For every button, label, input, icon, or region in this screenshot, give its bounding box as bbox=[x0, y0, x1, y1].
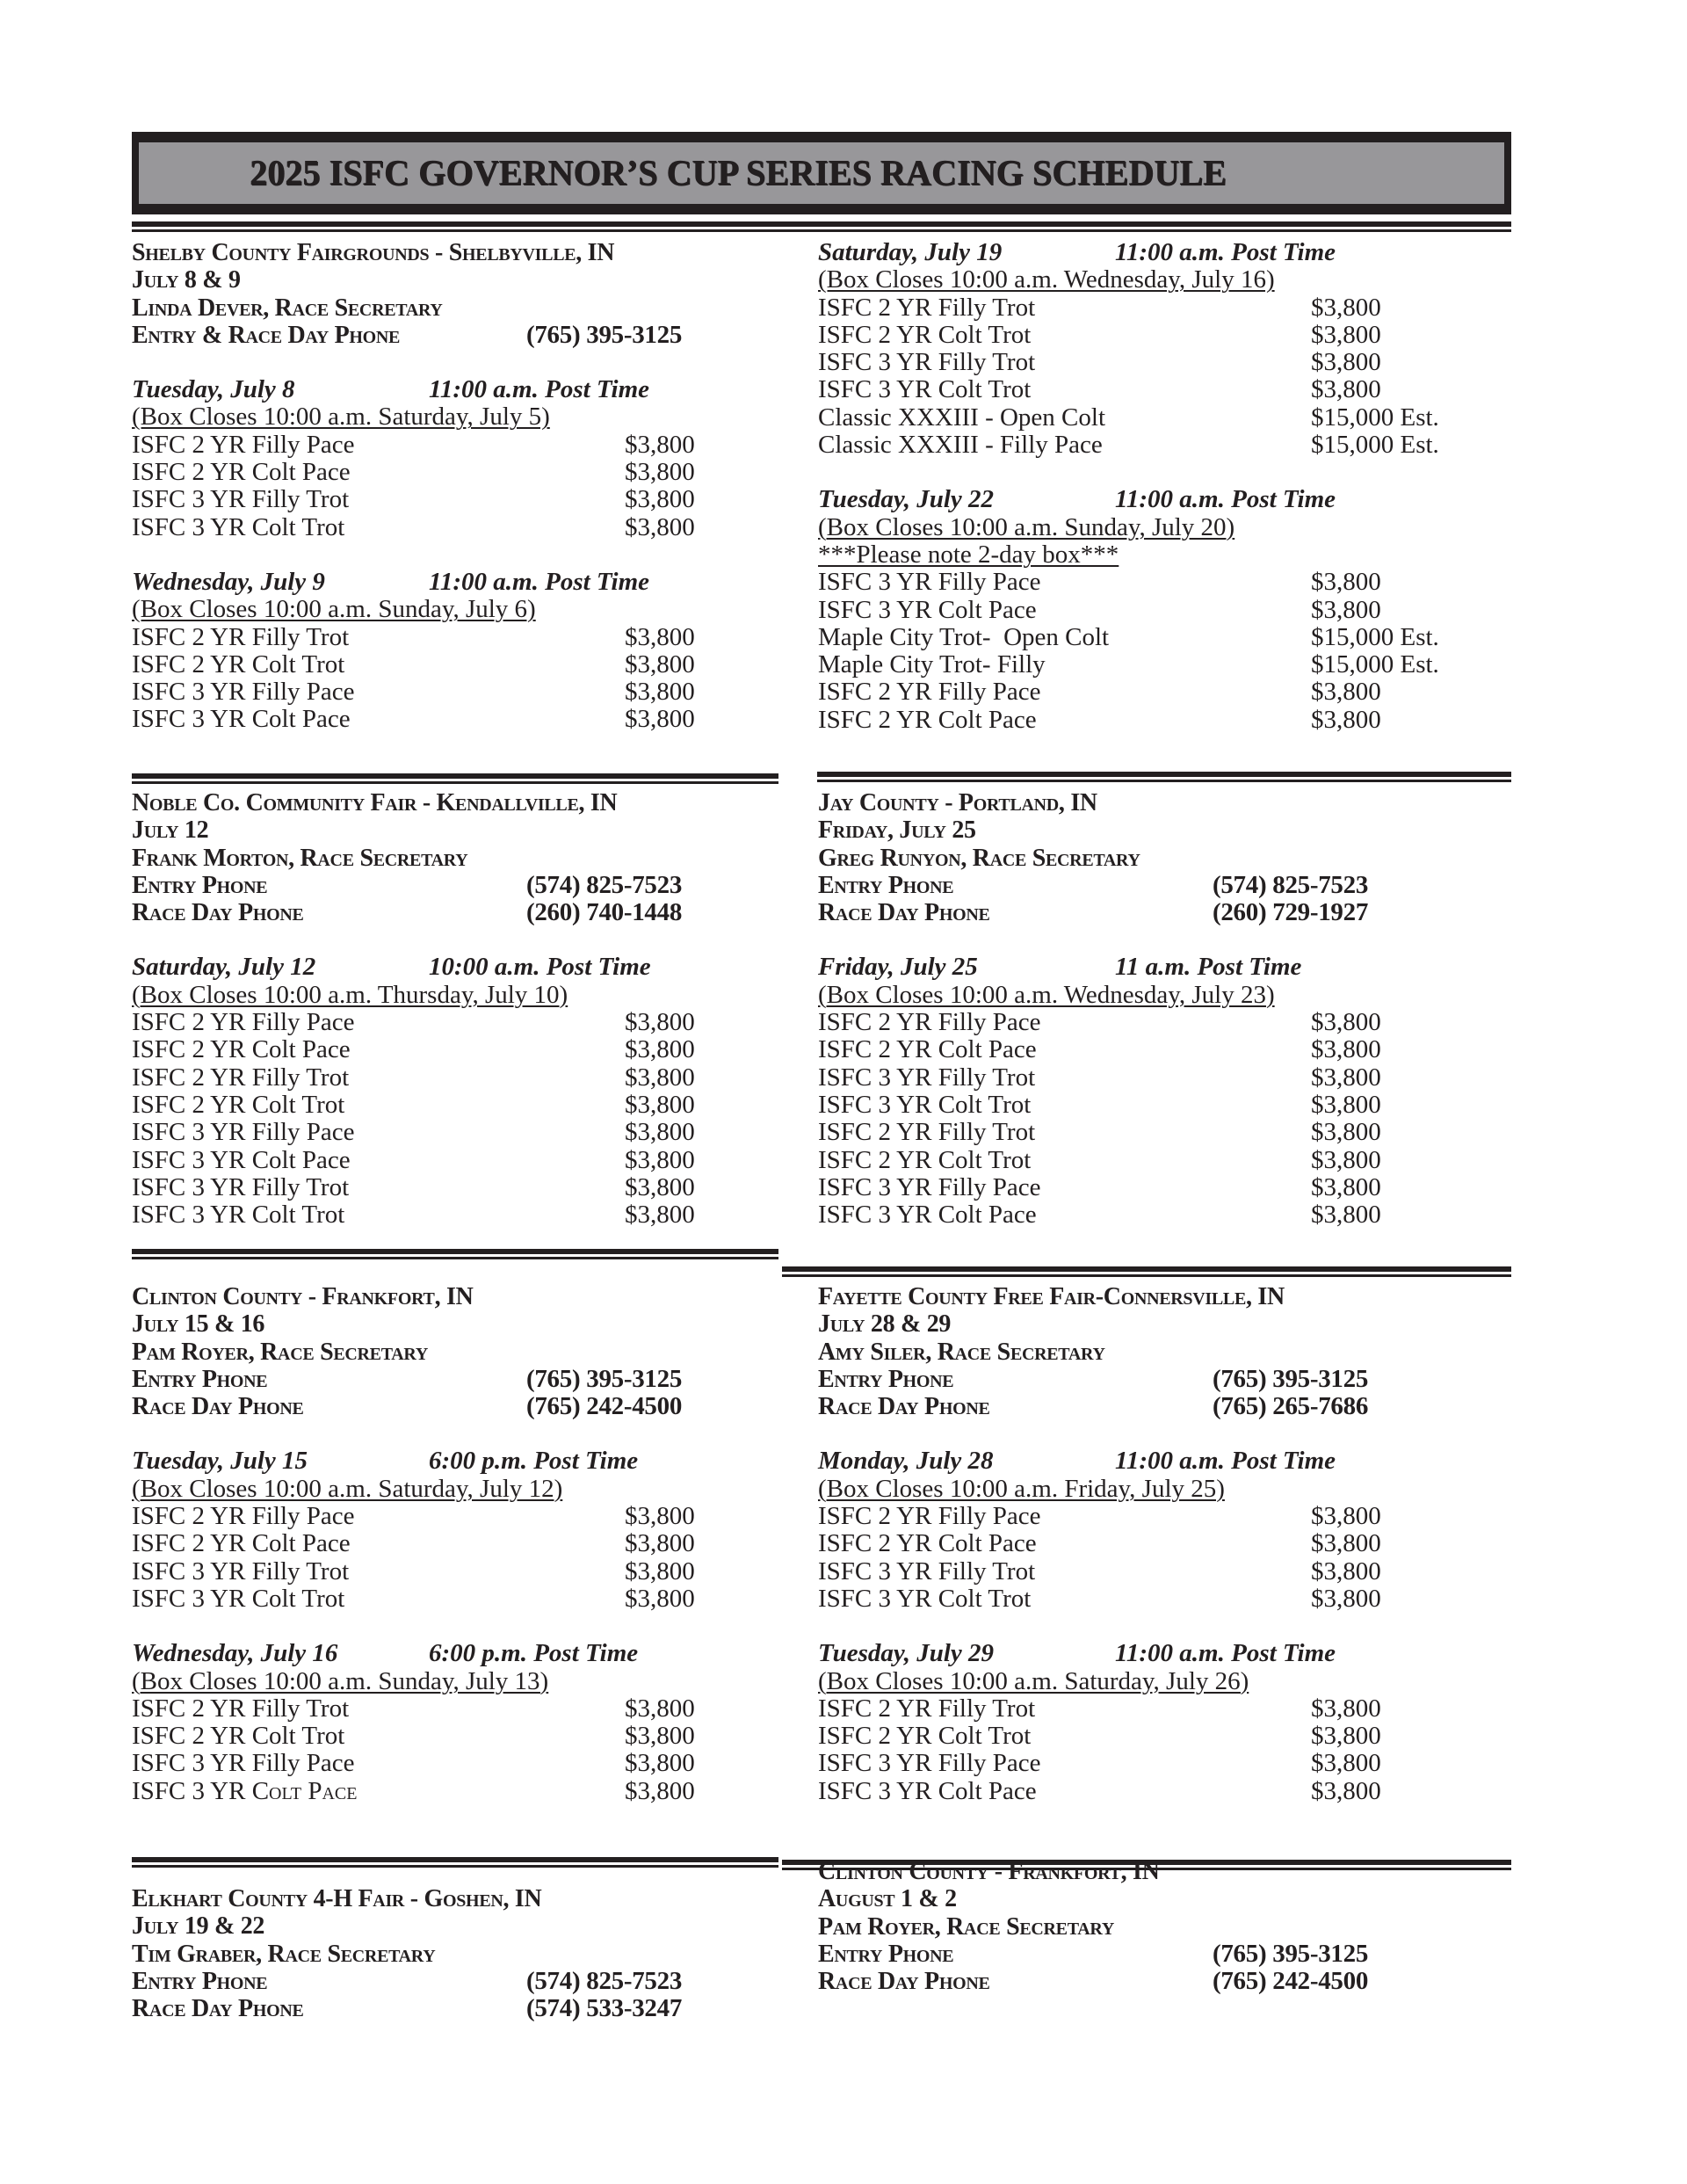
race-name: ISFC 3 YR Filly Trot bbox=[132, 485, 350, 514]
race-row bbox=[132, 1009, 764, 1036]
race-day-date: Tuesday, July 29 bbox=[818, 1639, 995, 1668]
race-row bbox=[818, 1750, 1451, 1777]
race-purse: $3,800 bbox=[1311, 705, 1381, 734]
race-purse: $3,800 bbox=[625, 1090, 695, 1119]
phone-label: Entry Phone bbox=[818, 1940, 954, 1968]
race-purse: $3,800 bbox=[1311, 568, 1381, 597]
phone-row bbox=[818, 1941, 1451, 1968]
race-purse: $3,800 bbox=[1311, 375, 1381, 404]
phone-label: Race Day Phone bbox=[132, 1393, 304, 1421]
phone-row bbox=[132, 899, 764, 926]
race-purse: $3,800 bbox=[625, 1722, 695, 1751]
phone-row bbox=[132, 1995, 764, 2022]
race-row bbox=[818, 597, 1451, 624]
race-row bbox=[132, 678, 764, 706]
race-name: ISFC 3 YR Colt Pace bbox=[132, 1145, 351, 1174]
race-row bbox=[818, 707, 1451, 734]
race-secretary: Tim Graber, Race Secretary bbox=[132, 1940, 436, 1968]
race-name: ISFC 3 YR Colt Trot bbox=[818, 1090, 1032, 1119]
post-time: 11 a.m. Post Time bbox=[1115, 953, 1302, 982]
race-secretary: Pam Royer, Race Secretary bbox=[818, 1912, 1114, 1941]
race-purse: $3,800 bbox=[1311, 1694, 1381, 1723]
race-secretary: Pam Royer, Race Secretary bbox=[132, 1338, 428, 1366]
race-purse: $3,800 bbox=[1311, 595, 1381, 624]
venue-section-clinton-july bbox=[132, 1283, 764, 1805]
box-closes: (Box Closes 10:00 a.m. Wednesday, July 23) bbox=[818, 980, 1275, 1009]
race-day-header bbox=[818, 954, 1451, 981]
race-day-date: Friday, July 25 bbox=[818, 953, 978, 982]
race-row bbox=[818, 1778, 1451, 1805]
race-name: ISFC 3 YR Filly Pace bbox=[132, 1118, 355, 1147]
race-name: ISFC 3 YR Colt Trot bbox=[818, 375, 1032, 404]
race-name: ISFC 3 YR Colt Trot bbox=[132, 512, 345, 541]
race-purse: $3,800 bbox=[1311, 1008, 1381, 1037]
phone-label: Race Day Phone bbox=[132, 1995, 304, 2023]
race-name: ISFC 3 YR Colt Trot bbox=[132, 1584, 345, 1613]
race-name: ISFC 2 YR Colt Pace bbox=[818, 705, 1037, 734]
race-purse: $3,800 bbox=[625, 622, 695, 651]
race-secretary: Amy Siler, Race Secretary bbox=[818, 1338, 1105, 1366]
phone-number: (765) 395-3125 bbox=[1213, 1939, 1369, 1968]
phone-label: Race Day Phone bbox=[818, 899, 990, 927]
race-row bbox=[132, 1064, 764, 1092]
phone-number: (574) 825-7523 bbox=[526, 1966, 683, 1995]
race-row bbox=[132, 1036, 764, 1063]
phone-row bbox=[818, 899, 1451, 926]
race-purse: $3,800 bbox=[1311, 1201, 1381, 1230]
race-purse: $3,800 bbox=[625, 1694, 695, 1723]
venue-section-jay bbox=[818, 789, 1451, 1229]
race-name: ISFC 2 YR Filly Pace bbox=[132, 430, 355, 459]
race-name: Classic XXXIII - Filly Pace bbox=[818, 431, 1103, 460]
phone-number: (765) 265-7686 bbox=[1213, 1392, 1369, 1421]
race-purse: $3,800 bbox=[625, 458, 695, 487]
race-name: ISFC 2 YR Colt Pace bbox=[818, 1529, 1037, 1558]
race-name: ISFC 2 YR Colt Trot bbox=[818, 1145, 1032, 1174]
phone-label: Entry & Race Day Phone bbox=[132, 321, 401, 349]
race-name: ISFC 2 YR Filly Trot bbox=[818, 293, 1036, 322]
race-name: ISFC 2 YR Colt Trot bbox=[132, 1722, 345, 1751]
phone-number: (574) 825-7523 bbox=[526, 870, 683, 899]
race-purse: $3,800 bbox=[625, 1035, 695, 1064]
phone-row bbox=[132, 1968, 764, 1995]
two-day-box-note: ***Please note 2-day box*** bbox=[818, 540, 1119, 569]
venue-section-elkhart-races bbox=[818, 239, 1451, 734]
phone-row bbox=[818, 1366, 1451, 1393]
race-day-header bbox=[132, 1448, 764, 1475]
race-purse: $3,800 bbox=[625, 1008, 695, 1037]
race-row bbox=[132, 1201, 764, 1229]
post-time: 11:00 a.m. Post Time bbox=[1115, 485, 1336, 514]
phone-number: (765) 395-3125 bbox=[526, 1364, 683, 1393]
race-row bbox=[818, 376, 1451, 403]
race-day-date: Tuesday, July 8 bbox=[132, 375, 295, 404]
race-purse: $3,800 bbox=[625, 1502, 695, 1531]
race-purse: $3,800 bbox=[625, 678, 695, 707]
venue-dates: July 8 & 9 bbox=[132, 266, 241, 294]
venue-name: Fayette County Free Fair-Connersville, IN bbox=[818, 1283, 1285, 1310]
race-name: Maple City Trot- Filly bbox=[818, 650, 1046, 679]
venue-dates: Friday, July 25 bbox=[818, 816, 976, 845]
race-purse: $3,800 bbox=[1311, 1749, 1381, 1778]
race-row bbox=[132, 1503, 764, 1530]
race-row bbox=[818, 678, 1451, 706]
venue-dates: July 15 & 16 bbox=[132, 1310, 265, 1339]
race-day-header bbox=[818, 486, 1451, 513]
race-name: ISFC 3 YR Filly Pace bbox=[132, 1749, 355, 1778]
race-name: ISFC 3 YR Filly Pace bbox=[818, 568, 1041, 597]
race-purse: $3,800 bbox=[625, 512, 695, 541]
race-purse: $3,800 bbox=[1311, 1529, 1381, 1558]
race-row bbox=[818, 1092, 1451, 1119]
race-row bbox=[818, 349, 1451, 376]
race-day-date: Saturday, July 12 bbox=[132, 953, 316, 982]
phone-label: Entry Phone bbox=[132, 1365, 268, 1393]
venue-section-noble bbox=[132, 789, 764, 1229]
race-name: ISFC 2 YR Colt Pace bbox=[132, 1035, 351, 1064]
venue-section-shelby bbox=[132, 239, 764, 734]
race-name: ISFC 2 YR Filly Pace bbox=[132, 1502, 355, 1531]
phone-number: (574) 825-7523 bbox=[1213, 870, 1369, 899]
race-name: ISFC 2 YR Filly Pace bbox=[132, 1008, 355, 1037]
phone-label: Entry Phone bbox=[818, 1365, 954, 1393]
race-secretary: Greg Runyon, Race Secretary bbox=[818, 844, 1140, 872]
race-row bbox=[132, 1695, 764, 1723]
race-row bbox=[818, 569, 1451, 596]
race-row bbox=[818, 624, 1451, 651]
race-name: ISFC 3 YR Colt Pace bbox=[132, 1776, 358, 1805]
box-closes: (Box Closes 10:00 a.m. Saturday, July 12) bbox=[132, 1474, 563, 1503]
divider-left-3 bbox=[132, 1857, 778, 1868]
race-name: Classic XXXIII - Open Colt bbox=[818, 403, 1106, 432]
phone-label: Race Day Phone bbox=[818, 1393, 990, 1421]
venue-name: Elkhart County 4-H Fair - Goshen, IN bbox=[132, 1885, 542, 1912]
race-name: ISFC 3 YR Filly Trot bbox=[132, 1556, 350, 1585]
race-name: ISFC 3 YR Filly Pace bbox=[818, 1172, 1041, 1201]
race-row bbox=[132, 651, 764, 678]
race-row bbox=[132, 432, 764, 459]
venue-name: Noble Co. Community Fair - Kendallville, IN bbox=[132, 789, 618, 816]
phone-number: (574) 533-3247 bbox=[526, 1994, 683, 2023]
phone-number: (765) 242-4500 bbox=[1213, 1967, 1369, 1996]
race-row bbox=[818, 1503, 1451, 1530]
race-purse: $15,000 Est. bbox=[1311, 431, 1439, 460]
race-purse: $3,800 bbox=[1311, 348, 1381, 377]
race-row bbox=[132, 1092, 764, 1119]
race-row bbox=[132, 1147, 764, 1174]
post-time: 11:00 a.m. Post Time bbox=[1115, 1447, 1336, 1476]
race-name: ISFC 3 YR Filly Trot bbox=[818, 348, 1036, 377]
race-day-header bbox=[132, 569, 764, 596]
race-name: ISFC 3 YR Colt Pace bbox=[818, 595, 1037, 624]
post-time: 6:00 p.m. Post Time bbox=[429, 1639, 639, 1668]
race-name: Maple City Trot- Open Colt bbox=[818, 622, 1110, 651]
post-time: 6:00 p.m. Post Time bbox=[429, 1447, 639, 1476]
race-row bbox=[818, 1530, 1451, 1557]
race-row bbox=[132, 1750, 764, 1777]
race-purse: $3,800 bbox=[625, 1172, 695, 1201]
box-closes: (Box Closes 10:00 a.m. Saturday, July 26) bbox=[818, 1666, 1249, 1695]
phone-row bbox=[132, 1393, 764, 1420]
race-purse: $3,800 bbox=[625, 705, 695, 734]
race-name: ISFC 2 YR Filly Pace bbox=[818, 1502, 1041, 1531]
race-day-date: Tuesday, July 15 bbox=[132, 1447, 308, 1476]
divider-right-2 bbox=[782, 1266, 1511, 1277]
race-name: ISFC 3 YR Filly Trot bbox=[132, 1172, 350, 1201]
race-row bbox=[818, 1119, 1451, 1146]
race-name: ISFC 2 YR Filly Trot bbox=[818, 1694, 1036, 1723]
race-day-date: Monday, July 28 bbox=[818, 1447, 994, 1476]
race-purse: $3,800 bbox=[625, 1556, 695, 1585]
race-purse: $3,800 bbox=[625, 1776, 695, 1805]
venue-name: Clinton County - Frankfort, IN bbox=[132, 1283, 474, 1310]
race-row bbox=[132, 1585, 764, 1613]
race-name: ISFC 2 YR Colt Trot bbox=[818, 320, 1032, 349]
phone-label: Entry Phone bbox=[132, 871, 268, 899]
race-purse: $3,800 bbox=[625, 1063, 695, 1092]
post-time: 11:00 a.m. Post Time bbox=[1115, 1639, 1336, 1668]
venue-section-clinton-august bbox=[818, 1858, 1451, 1995]
post-time: 11:00 a.m. Post Time bbox=[429, 567, 650, 596]
box-closes: (Box Closes 10:00 a.m. Sunday, July 6) bbox=[132, 595, 536, 624]
race-purse: $3,800 bbox=[1311, 1722, 1381, 1751]
phone-row bbox=[132, 322, 764, 349]
phone-row bbox=[818, 1393, 1451, 1420]
race-row bbox=[818, 1695, 1451, 1723]
phone-number: (765) 395-3125 bbox=[1213, 1364, 1369, 1393]
box-closes: (Box Closes 10:00 a.m. Sunday, July 13) bbox=[132, 1666, 549, 1695]
race-row bbox=[818, 1201, 1451, 1229]
race-purse: $3,800 bbox=[625, 485, 695, 514]
phone-label: Race Day Phone bbox=[132, 899, 304, 927]
divider-left-2 bbox=[132, 1249, 778, 1259]
race-secretary: Linda Dever, Race Secretary bbox=[132, 294, 443, 322]
phone-label: Race Day Phone bbox=[818, 1968, 990, 1996]
race-row bbox=[818, 294, 1451, 322]
race-name: ISFC 3 YR Colt Trot bbox=[818, 1584, 1032, 1613]
race-day-header bbox=[132, 376, 764, 403]
race-purse: $3,800 bbox=[1311, 1035, 1381, 1064]
race-purse: $15,000 Est. bbox=[1311, 622, 1439, 651]
race-name: ISFC 3 YR Filly Pace bbox=[132, 678, 355, 707]
race-day-header bbox=[132, 1640, 764, 1667]
race-purse: $15,000 Est. bbox=[1311, 650, 1439, 679]
race-row bbox=[818, 1147, 1451, 1174]
race-name: ISFC 2 YR Filly Pace bbox=[818, 678, 1041, 707]
race-row bbox=[818, 1036, 1451, 1063]
race-day-date: Tuesday, July 22 bbox=[818, 485, 995, 514]
venue-name: Clinton County - Frankfort, IN bbox=[818, 1858, 1160, 1885]
race-purse: $3,800 bbox=[625, 1118, 695, 1147]
venue-dates: August 1 & 2 bbox=[818, 1885, 957, 1913]
race-name: ISFC 2 YR Filly Trot bbox=[132, 622, 350, 651]
venue-dates: July 12 bbox=[132, 816, 209, 845]
race-row bbox=[818, 432, 1451, 459]
race-row bbox=[818, 322, 1451, 349]
race-purse: $3,800 bbox=[625, 1145, 695, 1174]
race-purse: $15,000 Est. bbox=[1311, 403, 1439, 432]
race-purse: $3,800 bbox=[1311, 1118, 1381, 1147]
phone-number: (765) 242-4500 bbox=[526, 1392, 683, 1421]
race-purse: $3,800 bbox=[1311, 293, 1381, 322]
race-name: ISFC 2 YR Filly Pace bbox=[818, 1008, 1041, 1037]
race-row bbox=[132, 1723, 764, 1750]
race-purse: $3,800 bbox=[625, 430, 695, 459]
phone-row bbox=[132, 872, 764, 899]
venue-section-fayette bbox=[818, 1283, 1451, 1805]
race-purse: $3,800 bbox=[1311, 1556, 1381, 1585]
race-row bbox=[818, 1064, 1451, 1092]
race-name: ISFC 2 YR Colt Pace bbox=[818, 1035, 1037, 1064]
race-purse: $3,800 bbox=[1311, 1063, 1381, 1092]
race-purse: $3,800 bbox=[1311, 1172, 1381, 1201]
race-purse: $3,800 bbox=[1311, 1584, 1381, 1613]
race-day-date: Wednesday, July 9 bbox=[132, 567, 325, 596]
race-row bbox=[818, 404, 1451, 432]
venue-dates: July 28 & 29 bbox=[818, 1310, 952, 1339]
race-day-date: Saturday, July 19 bbox=[818, 238, 1003, 266]
race-day-header bbox=[818, 1640, 1451, 1667]
race-purse: $3,800 bbox=[1311, 678, 1381, 707]
venue-section-elkhart bbox=[132, 1885, 764, 2022]
race-row bbox=[818, 1723, 1451, 1750]
race-name: ISFC 2 YR Colt Trot bbox=[132, 1090, 345, 1119]
race-secretary: Frank Morton, Race Secretary bbox=[132, 844, 468, 872]
race-day-date: Wednesday, July 16 bbox=[132, 1639, 338, 1668]
race-purse: $3,800 bbox=[625, 1749, 695, 1778]
race-row bbox=[132, 624, 764, 651]
phone-label: Entry Phone bbox=[132, 1967, 268, 1995]
phone-number: (765) 395-3125 bbox=[526, 320, 683, 349]
race-row bbox=[132, 514, 764, 541]
race-purse: $3,800 bbox=[1311, 1776, 1381, 1805]
phone-label: Entry Phone bbox=[818, 871, 954, 899]
race-purse: $3,800 bbox=[625, 1201, 695, 1230]
race-purse: $3,800 bbox=[1311, 1145, 1381, 1174]
race-row bbox=[132, 1558, 764, 1585]
race-purse: $3,800 bbox=[1311, 1502, 1381, 1531]
race-name: ISFC 2 YR Filly Trot bbox=[132, 1694, 350, 1723]
race-row bbox=[132, 706, 764, 733]
race-name: ISFC 3 YR Colt Pace bbox=[818, 1201, 1037, 1230]
post-time: 11:00 a.m. Post Time bbox=[429, 375, 650, 404]
race-row bbox=[132, 1530, 764, 1557]
race-row bbox=[818, 1585, 1451, 1613]
race-name: ISFC 2 YR Colt Trot bbox=[132, 649, 345, 678]
race-day-header bbox=[818, 239, 1451, 266]
race-purse: $3,800 bbox=[1311, 320, 1381, 349]
race-name: ISFC 3 YR Filly Trot bbox=[818, 1556, 1036, 1585]
race-name: ISFC 2 YR Filly Trot bbox=[818, 1118, 1036, 1147]
race-name: ISFC 3 YR Filly Pace bbox=[818, 1749, 1041, 1778]
box-closes: (Box Closes 10:00 a.m. Thursday, July 10) bbox=[132, 980, 568, 1009]
race-name: ISFC 3 YR Colt Pace bbox=[818, 1776, 1037, 1805]
page-title: 2025 ISFC GOVERNOR’S CUP SERIES RACING SCHEDULE bbox=[250, 152, 1227, 192]
race-name: ISFC 2 YR Filly Trot bbox=[132, 1063, 350, 1092]
race-purse: $3,800 bbox=[625, 1529, 695, 1558]
race-row bbox=[132, 1119, 764, 1146]
venue-name: Shelby County Fairgrounds - Shelbyville, IN bbox=[132, 239, 615, 266]
divider-left-1 bbox=[132, 773, 778, 784]
box-closes: (Box Closes 10:00 a.m. Sunday, July 20) bbox=[818, 512, 1235, 541]
venue-name: Jay County - Portland, IN bbox=[818, 789, 1097, 816]
venue-dates: July 19 & 22 bbox=[132, 1912, 265, 1941]
box-closes: (Box Closes 10:00 a.m. Saturday, July 5) bbox=[132, 403, 550, 432]
divider-top bbox=[132, 221, 1511, 232]
race-row bbox=[818, 1009, 1451, 1036]
post-time: 10:00 a.m. Post Time bbox=[429, 953, 651, 982]
race-name: ISFC 3 YR Colt Trot bbox=[132, 1201, 345, 1230]
race-name: ISFC 3 YR Colt Pace bbox=[132, 705, 351, 734]
phone-row bbox=[132, 1366, 764, 1393]
race-name: ISFC 2 YR Colt Trot bbox=[818, 1722, 1032, 1751]
box-closes: (Box Closes 10:00 a.m. Wednesday, July 16) bbox=[818, 265, 1275, 294]
phone-row bbox=[818, 872, 1451, 899]
title-banner bbox=[132, 132, 1511, 214]
race-purse: $3,800 bbox=[1311, 1090, 1381, 1119]
race-row bbox=[132, 1778, 764, 1805]
box-closes: (Box Closes 10:00 a.m. Friday, July 25) bbox=[818, 1474, 1225, 1503]
race-row bbox=[818, 651, 1451, 678]
race-row bbox=[818, 1174, 1451, 1201]
divider-right-1 bbox=[817, 772, 1511, 782]
race-day-header bbox=[132, 954, 764, 981]
phone-number: (260) 729-1927 bbox=[1213, 898, 1369, 927]
phone-row bbox=[818, 1968, 1451, 1995]
race-purse: $3,800 bbox=[625, 1584, 695, 1613]
race-name: ISFC 2 YR Colt Pace bbox=[132, 1529, 351, 1558]
race-row bbox=[132, 1174, 764, 1201]
race-row bbox=[132, 486, 764, 513]
post-time: 11:00 a.m. Post Time bbox=[1115, 238, 1336, 266]
race-row bbox=[132, 459, 764, 486]
race-row bbox=[818, 1558, 1451, 1585]
title-banner-inner bbox=[139, 142, 1504, 204]
phone-number: (260) 740-1448 bbox=[526, 898, 683, 927]
race-day-header bbox=[818, 1448, 1451, 1475]
race-name: ISFC 3 YR Filly Trot bbox=[818, 1063, 1036, 1092]
race-purse: $3,800 bbox=[625, 649, 695, 678]
race-name: ISFC 2 YR Colt Pace bbox=[132, 458, 351, 487]
